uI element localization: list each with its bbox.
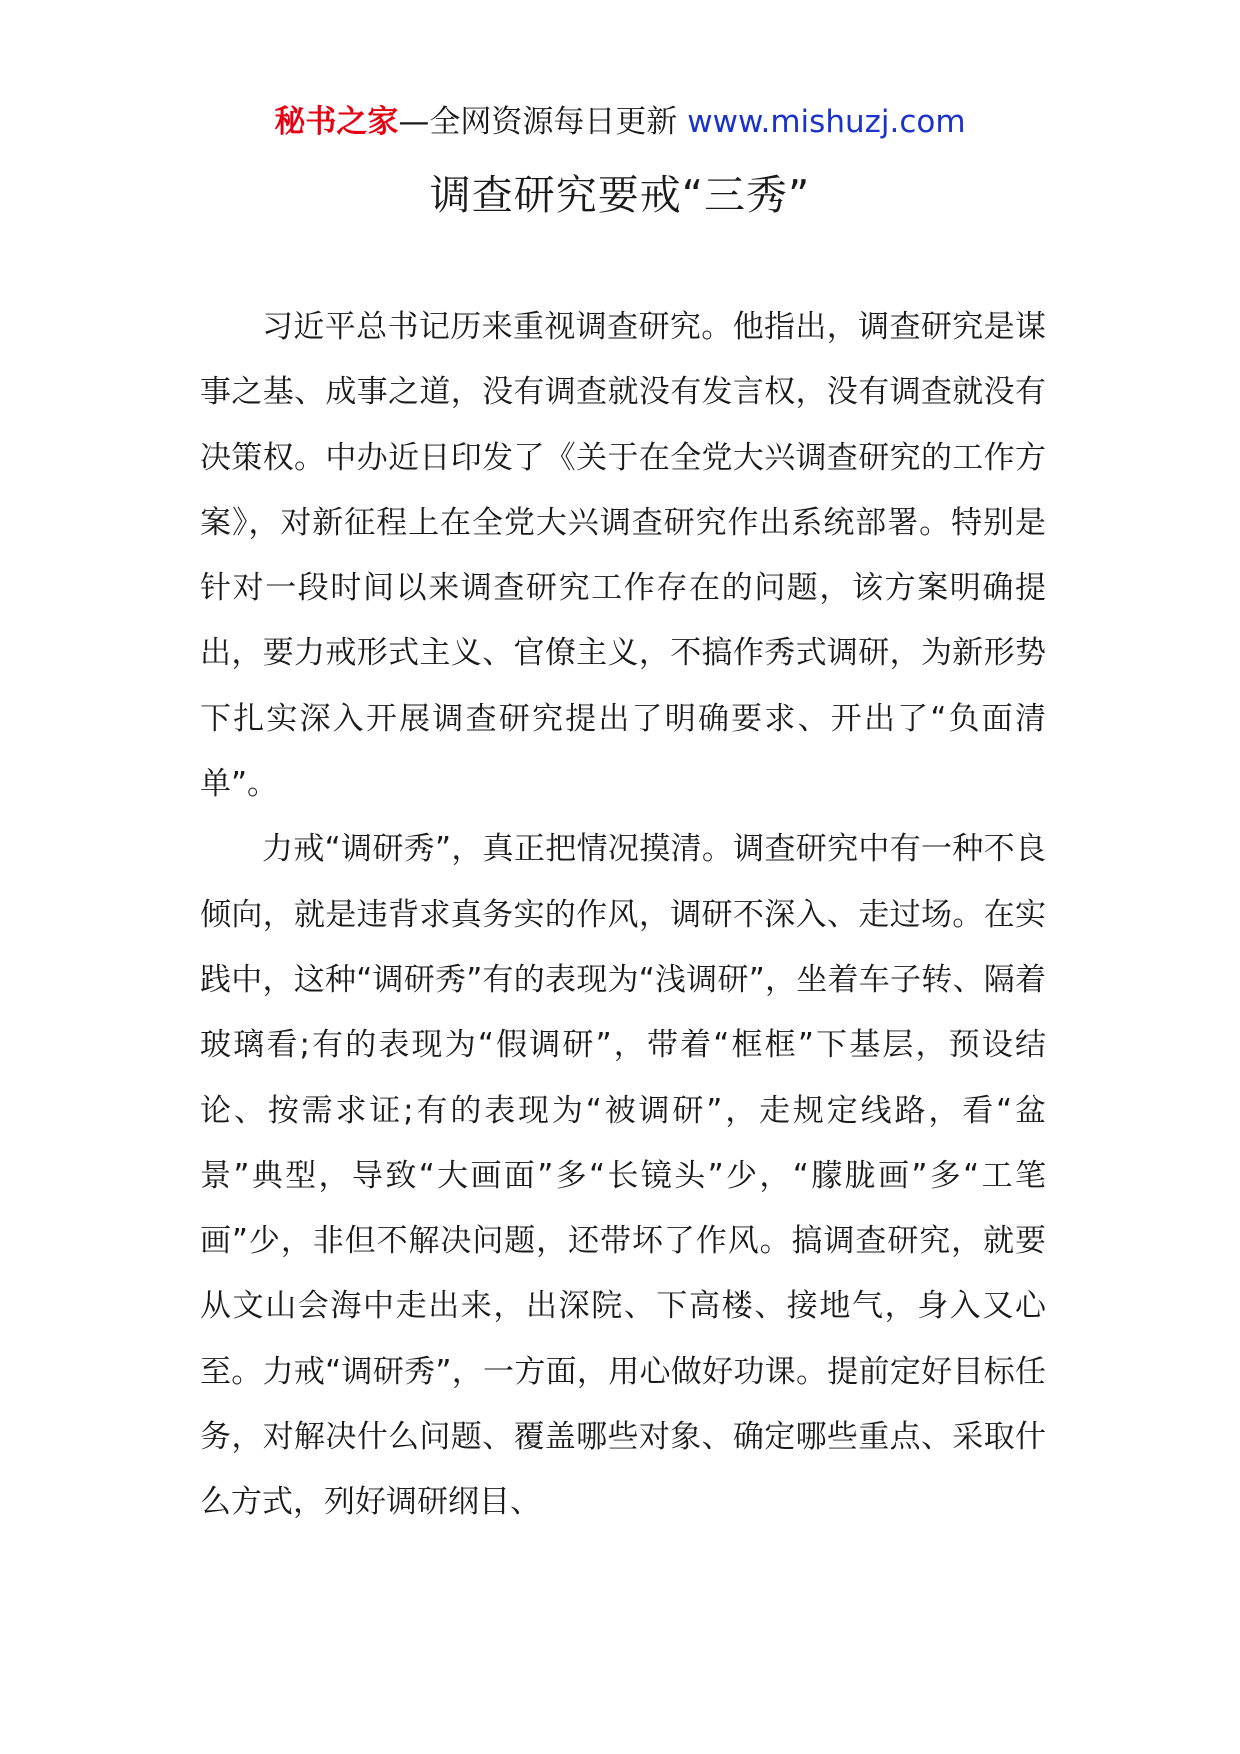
document-title: 调查研究要戒“三秀” (429, 171, 811, 219)
paragraph-1: 习近平总书记历来重视调查研究。他指出，调查研究是谋事之基、成事之道，没有调查就没有发言权，没有调查就没有决策权。中办近日印发了《关于在全党大兴调查研究的工作方案》，对新征程上在全党大兴调查研究作出系统部署。特别是针对一段时间以来调查研究工作存在的问题，该方案明确提出，要力戒形式主义、官僚主义，不搞作秀式调研，为新形势下扎实深入开展调查研究提出了明确要求、开出了“负面清单”。 (200, 309, 1046, 803)
site-brand: 秘书之家 (274, 104, 399, 140)
site-header (0, 100, 1240, 144)
paragraph-2: 力戒“调研秀”，真正把情况摸清。调查研究中有一种不良倾向，就是违背求真务实的作风，调研不深入、走过场。在实践中，这种“调研秀”有的表现为“浅调研”，坐着车子转、隔着玻璃看;有的表现为“假调研”，带着“框框”下基层，预设结论、按需求证;有的表现为“被调研”，走规定线路，看“盆景”典型，导致“大画面”多“长镜头”少，“朦胧画”多“工笔画”少，非但不解决问题，还带坏了作风。搞调查研究，就要从文山会海中走出来，出深院、下高楼、接地气，身入又心至。力戒“调研秀”，一方面，用心做好功课。提前定好目标任务，对解决什么问题、覆盖哪些对象、确定哪些重点、采取什么方式，列好调研纲目、 (200, 831, 1046, 1521)
site-url: www.mishuzj.com (687, 104, 966, 140)
site-tagline: —全网资源每日更新 (398, 104, 678, 140)
document-body (200, 295, 1046, 1536)
